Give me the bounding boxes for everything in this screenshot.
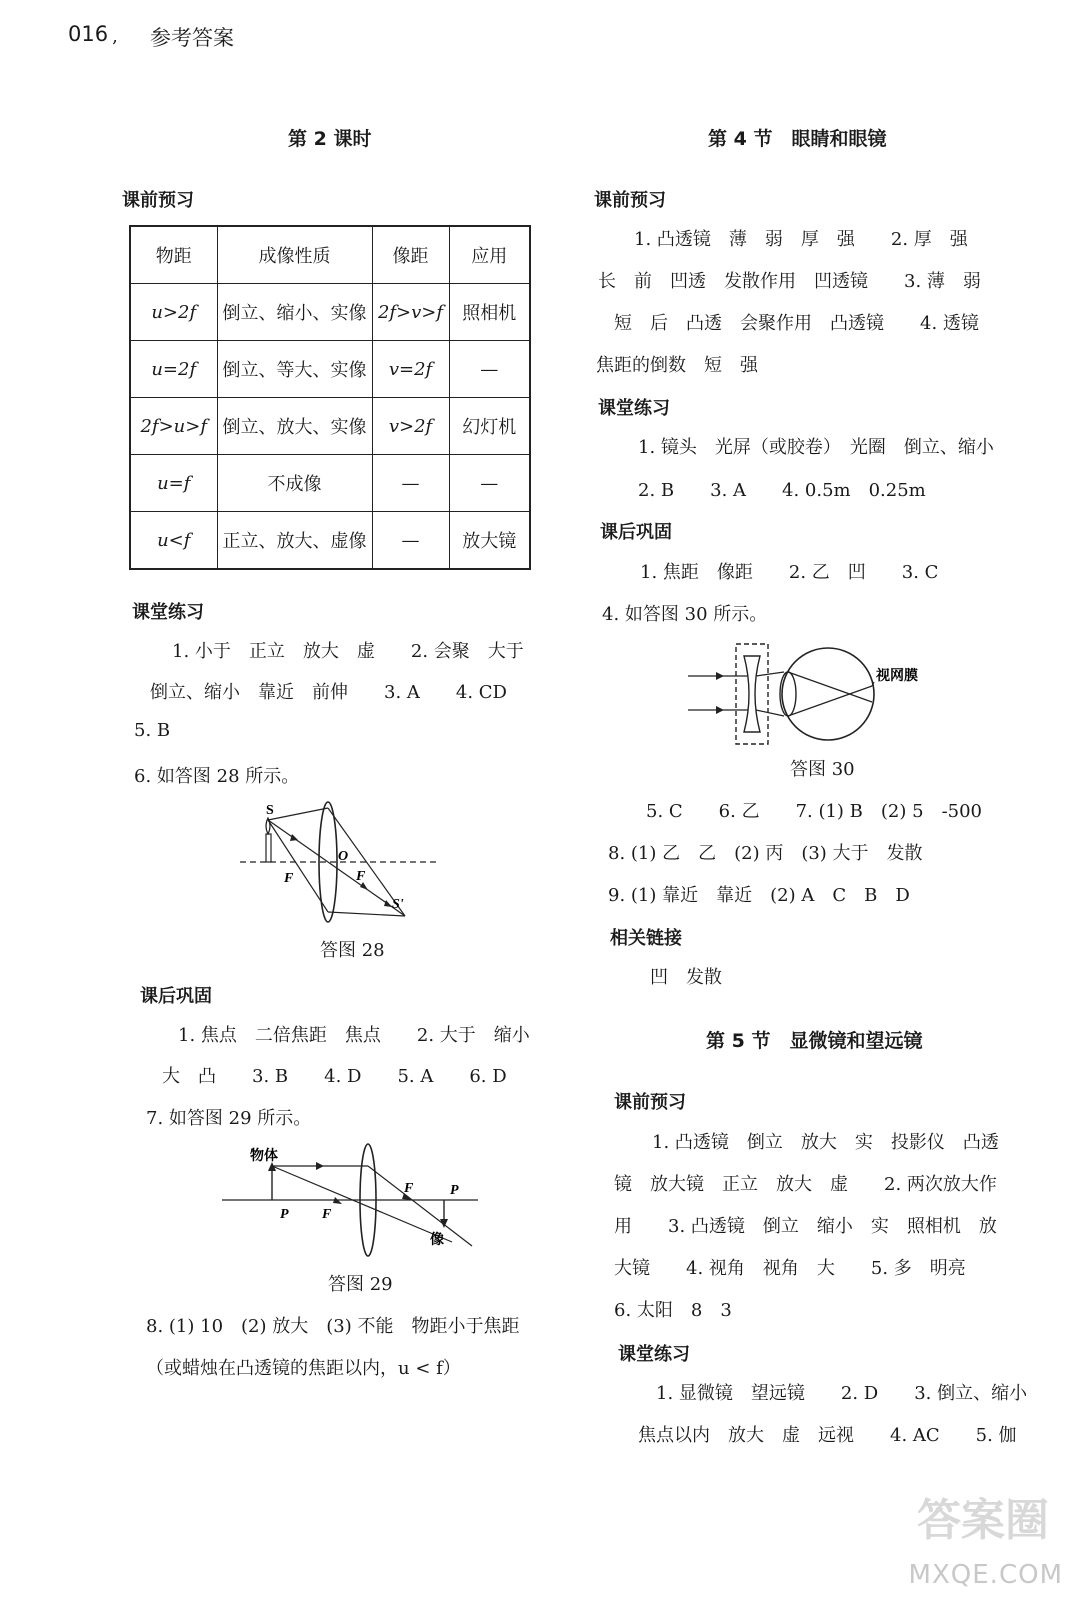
label-s-prime: S' (392, 897, 404, 912)
watermark-url: MXQE.COM (908, 1560, 1063, 1590)
table-cell: 幻灯机 (449, 398, 530, 455)
lesson-title: 第 2 课时 (288, 128, 372, 150)
section-heading-preview: 课前预习 (594, 190, 666, 211)
section-heading-class: 课堂练习 (598, 398, 670, 419)
answer-line: 焦距的倒数 短 强 (596, 355, 758, 376)
table-cell: 倒立、缩小、实像 (217, 284, 372, 341)
figure-29-caption: 答图 29 (328, 1274, 393, 1295)
table-cell: — (372, 455, 449, 512)
label-image: 像 (430, 1232, 444, 1248)
lens-imaging-table (129, 225, 531, 570)
answer-line: 6. 太阳 8 3 (614, 1300, 732, 1321)
label-f-left: F (322, 1207, 332, 1222)
answer-line: 8. (1) 乙 乙 (2) 丙 (3) 大于 发散 (608, 843, 923, 864)
table-cell: 正立、放大、虚像 (217, 512, 372, 570)
table-cell: — (449, 455, 530, 512)
answer-line: 倒立、缩小 靠近 前伸 3. A 4. CD (150, 682, 507, 703)
table-cell: — (449, 341, 530, 398)
figure-30-diagram (688, 642, 948, 748)
answer-line: 1. 凸透镜 薄 弱 厚 强 2. 厚 强 (634, 229, 968, 250)
label-retina: 视网膜 (876, 668, 918, 684)
table-header-row (130, 226, 530, 284)
answer-line: 短 后 凸透 会聚作用 凸透镜 4. 透镜 (614, 313, 979, 334)
answer-line: 5. C 6. 乙 7. (1) B (2) 5 -500 (646, 801, 983, 822)
section-heading-class: 课堂练习 (132, 602, 204, 623)
answer-line: 7. 如答图 29 所示。 (146, 1108, 312, 1129)
figure-28-caption: 答图 28 (320, 940, 385, 961)
label-p-left: P (280, 1207, 289, 1222)
label-p-right: P (450, 1183, 459, 1198)
label-f-right: F (356, 869, 366, 884)
table-cell: u<f (130, 512, 217, 570)
section-heading-link: 相关链接 (610, 928, 682, 949)
answer-line: （或蜡烛在凸透镜的焦距以内，u < f） (146, 1358, 461, 1379)
section-heading-class-2: 课堂练习 (618, 1344, 690, 1365)
header-mark: ‚ (112, 26, 118, 47)
table-row (130, 455, 530, 512)
answer-line: 5. B (134, 720, 171, 741)
page-number: 016 (68, 22, 109, 46)
label-s: S (266, 803, 274, 818)
table-cell: u=f (130, 455, 217, 512)
answer-line: 9. (1) 靠近 靠近 (2) A C B D (608, 885, 910, 906)
answer-line: 凹 发散 (650, 967, 722, 988)
answer-line: 镜 放大镜 正立 放大 虚 2. 两次放大作 (614, 1174, 997, 1195)
answer-line: 6. 如答图 28 所示。 (134, 766, 300, 787)
label-f-left: F (284, 871, 294, 886)
table-cell: 倒立、等大、实像 (217, 341, 372, 398)
figure-29-diagram (222, 1142, 482, 1252)
section-heading-after: 课后巩固 (600, 522, 672, 543)
label-object: 物体 (250, 1148, 278, 1164)
table-cell: — (372, 512, 449, 570)
section-heading-preview: 课前预习 (122, 190, 194, 211)
table-cell: 不成像 (217, 455, 372, 512)
answer-line: 8. (1) 10 (2) 放大 (3) 不能 物距小于焦距 (146, 1316, 520, 1337)
figure-30-caption: 答图 30 (790, 759, 855, 780)
answer-line: 2. B 3. A 4. 0.5m 0.25m (638, 480, 926, 501)
table-row (130, 284, 530, 341)
table-cell: u=2f (130, 341, 217, 398)
table-cell: 2f>v>f (372, 284, 449, 341)
watermark-logo: 答案圈 (917, 1495, 1049, 1546)
answer-line: 4. 如答图 30 所示。 (602, 604, 768, 625)
answer-line: 大镜 4. 视角 视角 大 5. 多 明亮 (614, 1258, 966, 1279)
section-title-4: 第 4 节 眼睛和眼镜 (708, 128, 887, 150)
label-o: O (338, 849, 349, 864)
table-row (130, 341, 530, 398)
answer-line: 1. 小于 正立 放大 虚 2. 会聚 大于 (172, 641, 524, 662)
table-cell: 2f>u>f (130, 398, 217, 455)
answer-line: 1. 焦距 像距 2. 乙 凹 3. C (640, 562, 939, 583)
table-cell: 照相机 (449, 284, 530, 341)
answer-line: 大 凸 3. B 4. D 5. A 6. D (162, 1066, 507, 1087)
table-cell: v=2f (372, 341, 449, 398)
answer-line: 焦点以内 放大 虚 远视 4. AC 5. 伽 (638, 1425, 1017, 1446)
table-cell: 放大镜 (449, 512, 530, 570)
answer-line: 1. 凸透镜 倒立 放大 实 投影仪 凸透 (652, 1132, 999, 1153)
table-header-cell: 物距 (130, 226, 217, 284)
table-header-cell: 成像性质 (217, 226, 372, 284)
table-cell: u>2f (130, 284, 217, 341)
answer-line: 长 前 凹透 发散作用 凹透镜 3. 薄 弱 (598, 271, 981, 292)
answer-line: 1. 镜头 光屏（或胶卷） 光圈 倒立、缩小 (638, 437, 994, 458)
table-header-cell: 像距 (372, 226, 449, 284)
answer-line: 1. 焦点 二倍焦距 焦点 2. 大于 缩小 (178, 1025, 530, 1046)
answer-line: 用 3. 凸透镜 倒立 缩小 实 照相机 放 (614, 1216, 997, 1237)
table-cell: 倒立、放大、实像 (217, 398, 372, 455)
answer-line: 1. 显微镜 望远镜 2. D 3. 倒立、缩小 (656, 1383, 1028, 1404)
section-title-5: 第 5 节 显微镜和望远镜 (706, 1030, 923, 1052)
table-cell: v>2f (372, 398, 449, 455)
header-title: 参考答案 (150, 26, 234, 50)
table-row (130, 398, 530, 455)
section-heading-after: 课后巩固 (140, 986, 212, 1007)
figure-28-diagram (240, 800, 440, 930)
section-heading-preview-2: 课前预习 (614, 1092, 686, 1113)
table-header-cell: 应用 (449, 226, 530, 284)
table-row (130, 512, 530, 570)
label-f-right: F (404, 1181, 414, 1196)
